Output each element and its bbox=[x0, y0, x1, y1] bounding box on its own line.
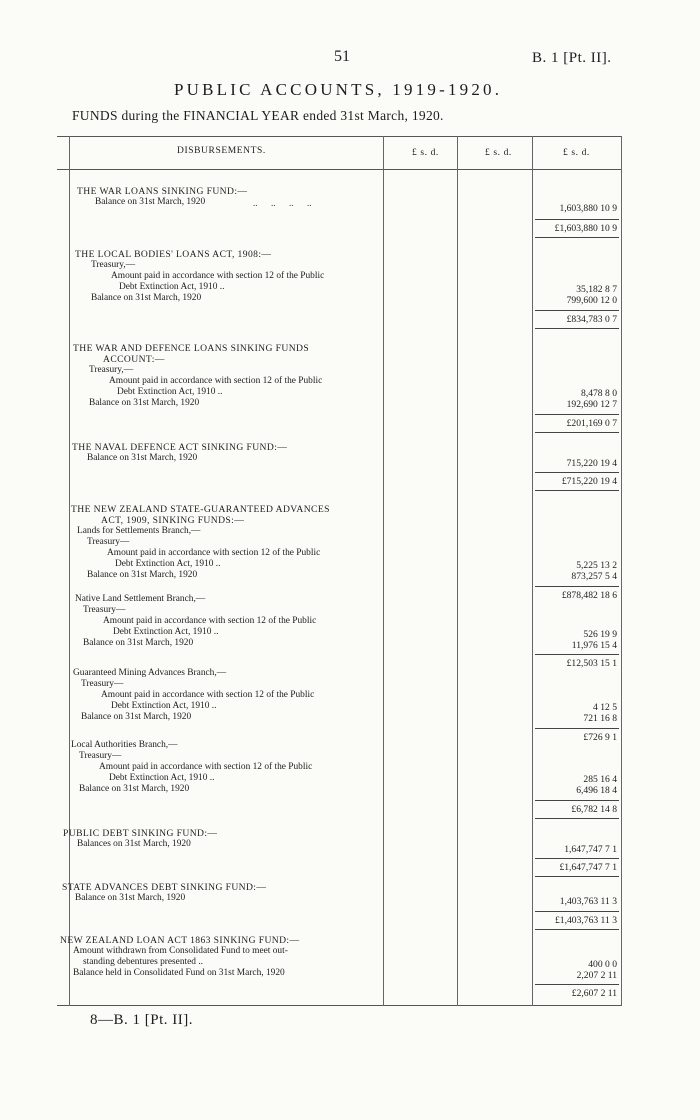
table-bottom-rule bbox=[57, 1005, 622, 1006]
line-text: Debt Extinction Act, 1910 .. bbox=[119, 282, 225, 292]
amount: 526 19 9 bbox=[583, 629, 617, 640]
section-title: NEW ZEALAND LOAN ACT 1863 SINKING FUND:— bbox=[60, 935, 300, 946]
line-text: Treasury— bbox=[79, 751, 122, 761]
line-text: Balance on 31st March, 1920 bbox=[87, 570, 198, 580]
total-rule bbox=[535, 818, 619, 819]
amount: 1,603,880 10 9 bbox=[559, 203, 617, 214]
section-total: £1,603,880 10 9 bbox=[554, 223, 617, 234]
amount: 1,647,747 7 1 bbox=[564, 844, 617, 855]
sum-rule bbox=[535, 911, 619, 912]
line-text: Treasury— bbox=[87, 537, 130, 547]
amount: 873,257 5 4 bbox=[571, 571, 617, 582]
total-rule bbox=[535, 490, 619, 491]
amount: 5,225 13 2 bbox=[576, 560, 617, 571]
table-left-rule bbox=[69, 136, 70, 1006]
line-text: Debt Extinction Act, 1910 .. bbox=[113, 627, 219, 637]
amount: 799,600 12 0 bbox=[566, 295, 617, 306]
total-rule bbox=[535, 432, 619, 433]
section-total: £6,782 14 8 bbox=[571, 804, 617, 815]
section-title-continued: ACCOUNT:— bbox=[103, 354, 165, 365]
line-text: Balance on 31st March, 1920 bbox=[83, 638, 194, 648]
total-rule bbox=[535, 237, 619, 238]
line-text: standing debentures presented .. bbox=[83, 957, 204, 967]
sum-rule bbox=[535, 728, 619, 729]
total-rule bbox=[535, 929, 619, 930]
section-total: £12,503 15 1 bbox=[566, 658, 617, 669]
line-text: Amount paid in accordance with section 12 of the Public bbox=[109, 376, 323, 386]
column-heading-disbursements: DISBURSEMENTS. bbox=[177, 146, 266, 156]
line-text: Balance on 31st March, 1920 bbox=[75, 893, 186, 903]
amount: 721 16 8 bbox=[583, 713, 617, 724]
page-title: PUBLIC ACCOUNTS, 1919-1920. bbox=[174, 80, 503, 99]
line-text: Treasury— bbox=[81, 679, 124, 689]
section-title: STATE ADVANCES DEBT SINKING FUND:— bbox=[62, 882, 267, 893]
disbursements-table bbox=[57, 136, 624, 1008]
leader-dots: .. .. .. .. bbox=[253, 198, 312, 208]
amount: 1,403,763 11 3 bbox=[559, 896, 617, 907]
amount: 715,220 19 4 bbox=[566, 458, 617, 469]
section-title: THE WAR AND DEFENCE LOANS SINKING FUNDS bbox=[73, 343, 310, 354]
column-divider-2 bbox=[457, 136, 458, 1006]
section-title: Local Authorities Branch,— bbox=[71, 740, 178, 750]
sum-rule bbox=[535, 586, 619, 587]
section-total: £715,220 19 4 bbox=[561, 476, 617, 487]
line-text: Debt Extinction Act, 1910 .. bbox=[111, 701, 217, 711]
line-text: Balance on 31st March, 1920 bbox=[81, 712, 192, 722]
sum-rule bbox=[535, 984, 619, 985]
sum-rule bbox=[535, 310, 619, 311]
column-heading-3: £ s. d. bbox=[563, 148, 590, 158]
sum-rule bbox=[535, 800, 619, 801]
section-total: £1,647,747 7 1 bbox=[559, 862, 617, 873]
section-title: THE WAR LOANS SINKING FUND:— bbox=[77, 186, 248, 197]
amount: 285 16 4 bbox=[583, 774, 617, 785]
sum-rule bbox=[535, 654, 619, 655]
line-text: Treasury,— bbox=[89, 365, 134, 375]
line-text: Amount withdrawn from Consolidated Fund to meet out- bbox=[73, 946, 288, 956]
column-heading-1: £ s. d. bbox=[412, 148, 439, 158]
section-total: £1,403,763 11 3 bbox=[554, 915, 617, 926]
amount: 4 12 5 bbox=[593, 702, 617, 713]
line-text: Balances on 31st March, 1920 bbox=[77, 839, 191, 849]
page-number: 51 bbox=[334, 48, 350, 65]
line-text: Debt Extinction Act, 1910 .. bbox=[115, 559, 221, 569]
amount: 2,207 2 11 bbox=[576, 970, 617, 981]
section-title: Guaranteed Mining Advances Branch,— bbox=[73, 668, 227, 678]
sum-rule bbox=[535, 858, 619, 859]
section-total: £2,607 2 11 bbox=[571, 988, 617, 999]
sum-rule bbox=[535, 219, 619, 220]
table-header-rule bbox=[57, 169, 622, 170]
sum-rule bbox=[535, 414, 619, 415]
page-footer: 8—B. 1 [Pt. II]. bbox=[90, 1012, 193, 1028]
document-reference: B. 1 [Pt. II]. bbox=[532, 50, 612, 66]
section-title-continued: ACT, 1909, SINKING FUNDS:— bbox=[101, 515, 245, 526]
line-text: Treasury,— bbox=[91, 260, 136, 270]
line-text: Amount paid in accordance with section 12 of the Public bbox=[101, 690, 315, 700]
line-text: Amount paid in accordance with section 12 of the Public bbox=[107, 548, 321, 558]
line-text: Balance on 31st March, 1920 bbox=[87, 453, 198, 463]
page-subtitle: FUNDS during the FINANCIAL YEAR ended 31st March, 1920. bbox=[72, 108, 444, 123]
line-text: Lands for Settlements Branch,— bbox=[77, 526, 201, 536]
total-rule bbox=[535, 328, 619, 329]
section-title: PUBLIC DEBT SINKING FUND:— bbox=[63, 828, 218, 839]
line-text: Balance held in Consolidated Fund on 31st March, 1920 bbox=[73, 968, 285, 978]
total-rule bbox=[535, 876, 619, 877]
section-title: THE LOCAL BODIES' LOANS ACT, 1908:— bbox=[75, 249, 272, 260]
section-title: Native Land Settlement Branch,— bbox=[75, 594, 206, 604]
line-text: Balance on 31st March, 1920 bbox=[95, 197, 206, 207]
section-total: £201,169 0 7 bbox=[566, 418, 617, 429]
table-right-rule bbox=[621, 136, 622, 1006]
line-text: Balance on 31st March, 1920 bbox=[89, 398, 200, 408]
line-text: Treasury— bbox=[83, 605, 126, 615]
section-title: THE NEW ZEALAND STATE-GUARANTEED ADVANCES bbox=[71, 504, 330, 515]
amount: 35,182 8 7 bbox=[576, 284, 617, 295]
column-heading-2: £ s. d. bbox=[485, 148, 512, 158]
amount: 8,478 8 0 bbox=[581, 388, 617, 399]
table-top-rule bbox=[57, 136, 622, 137]
amount: 11,976 15 4 bbox=[571, 640, 617, 651]
section-total: £726 9 1 bbox=[583, 732, 617, 743]
line-text: Debt Extinction Act, 1910 .. bbox=[117, 387, 223, 397]
line-text: Amount paid in accordance with section 12 of the Public bbox=[103, 616, 317, 626]
amount: 400 0 0 bbox=[588, 959, 617, 970]
section-total: £834,783 0 7 bbox=[566, 314, 617, 325]
column-divider-1 bbox=[383, 136, 384, 1006]
line-text: Amount paid in accordance with section 12 of the Public bbox=[99, 762, 313, 772]
line-text: Balance on 31st March, 1920 bbox=[79, 784, 190, 794]
line-text: Amount paid in accordance with section 12 of the Public bbox=[111, 271, 325, 281]
amount: 192,690 12 7 bbox=[566, 399, 617, 410]
amount: 6,496 18 4 bbox=[576, 785, 617, 796]
section-total: £878,482 18 6 bbox=[561, 590, 617, 601]
line-text: Debt Extinction Act, 1910 .. bbox=[109, 773, 215, 783]
sum-rule bbox=[535, 472, 619, 473]
section-title: THE NAVAL DEFENCE ACT SINKING FUND:— bbox=[72, 442, 288, 453]
line-text: Balance on 31st March, 1920 bbox=[91, 293, 202, 303]
